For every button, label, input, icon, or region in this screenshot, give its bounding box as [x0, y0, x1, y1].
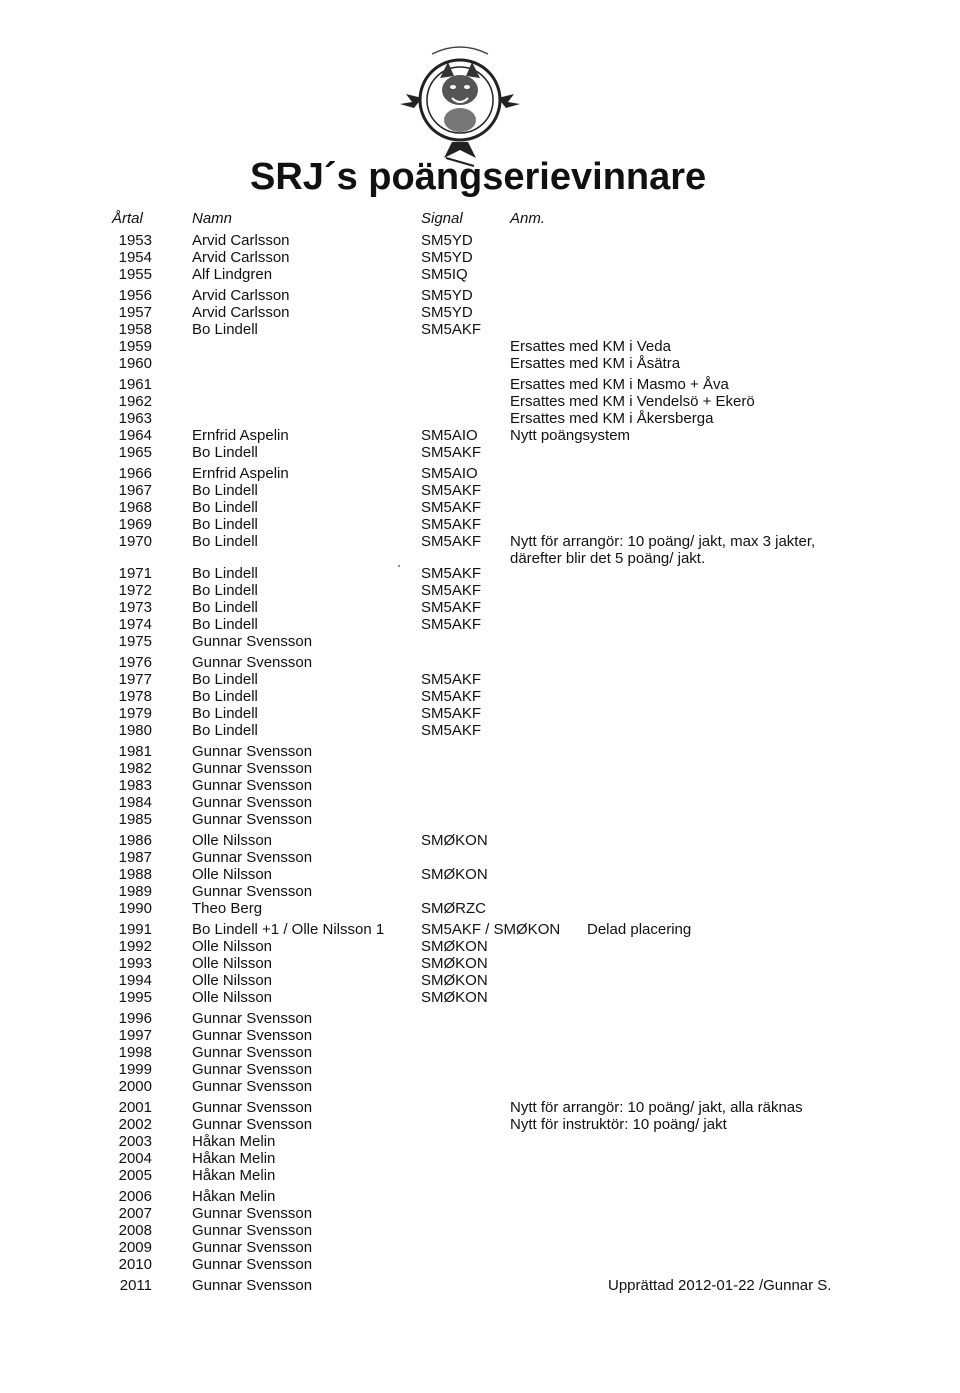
signal-cell: SMØKON	[421, 989, 488, 1006]
name-cell: Ernfrid Aspelin	[192, 427, 289, 444]
year-cell: 1999	[118, 1061, 152, 1078]
year-cell: 1971	[118, 565, 152, 582]
year-cell: 1982	[118, 760, 152, 777]
year-cell: 1956	[118, 287, 152, 304]
year-cell: 1973	[118, 599, 152, 616]
name-cell: Olle Nilsson	[192, 866, 273, 883]
year-cell: 1994	[118, 972, 152, 989]
year-cell: 1977	[118, 671, 152, 688]
year-cell: 1960	[118, 355, 152, 372]
name-cell: Bo Lindell	[192, 582, 258, 599]
year-cell: 1959	[118, 338, 152, 355]
signal-cell: SMØKON	[421, 832, 488, 849]
name-cell: Gunnar Svensson	[192, 1099, 313, 1116]
year-cell: 1980	[118, 722, 152, 739]
name-cell: Olle Nilsson	[192, 832, 273, 849]
note-cell: Ersattes med KM i Masmo + Åva	[510, 376, 729, 393]
year-cell: 1978	[118, 688, 152, 705]
signal-cell: SM5AKF	[421, 499, 482, 516]
year-cell: 1981	[118, 743, 152, 760]
year-cell: 1983	[118, 777, 152, 794]
year-cell: 2007	[118, 1205, 152, 1222]
name-cell: Bo Lindell	[192, 444, 258, 461]
year-cell: 1967	[118, 482, 152, 499]
year-cell: 1988	[118, 866, 152, 883]
year-cell: 1992	[118, 938, 152, 955]
year-cell: 2011	[119, 1277, 152, 1294]
note-cell: Nytt för arrangör: 10 poäng/ jakt, alla räknas	[510, 1099, 803, 1116]
signal-cell: SMØKON	[421, 972, 488, 989]
name-cell: Bo Lindell	[192, 705, 258, 722]
year-cell: 1962	[118, 393, 152, 410]
year-cell: 2004	[118, 1150, 152, 1167]
name-cell: Gunnar Svensson	[192, 1078, 313, 1095]
signal-cell: SM5YD	[421, 287, 473, 304]
name-cell: Gunnar Svensson	[192, 654, 313, 671]
signal-cell: SM5AKF	[421, 671, 482, 688]
name-cell: Bo Lindell	[192, 482, 258, 499]
signal-cell: SM5AKF	[421, 688, 482, 705]
year-cell: 1974	[118, 616, 152, 633]
signal-cell: SM5YD	[421, 249, 473, 266]
year-cell: 1987	[118, 849, 152, 866]
year-cell: 1995	[118, 989, 152, 1006]
name-cell: Håkan Melin	[192, 1188, 276, 1205]
name-cell: Gunnar Svensson	[192, 1205, 313, 1222]
note-cell: därefter blir det 5 poäng/ jakt.	[510, 550, 706, 567]
year-cell: 1979	[118, 705, 152, 722]
name-cell: Gunnar Svensson	[192, 1010, 313, 1027]
year-cell: 1965	[118, 444, 152, 461]
note-cell: Nytt poängsystem	[510, 427, 631, 444]
name-cell: Alf Lindgren	[192, 266, 273, 283]
year-cell: 2002	[118, 1116, 152, 1133]
name-cell: Olle Nilsson	[192, 972, 273, 989]
name-cell: Håkan Melin	[192, 1133, 276, 1150]
name-cell: Olle Nilsson	[192, 955, 273, 972]
name-cell: Gunnar Svensson	[192, 1239, 313, 1256]
header-note: Anm.	[510, 210, 546, 227]
name-cell: Bo Lindell	[192, 599, 258, 616]
signal-cell: SM5AKF	[421, 705, 482, 722]
name-cell: Arvid Carlsson	[192, 304, 290, 321]
name-cell: Bo Lindell +1 / Olle Nilsson 1	[192, 921, 385, 938]
name-cell: Olle Nilsson	[192, 938, 273, 955]
note-cell: Nytt för instruktör: 10 poäng/ jakt	[510, 1116, 727, 1133]
header-name: Namn	[192, 210, 233, 227]
signal-cell: SM5AKF	[421, 582, 482, 599]
note-cell: Ersattes med KM i Vendelsö + Ekerö	[510, 393, 755, 410]
year-cell: 1989	[118, 883, 152, 900]
signal-cell: SM5AIO	[421, 465, 478, 482]
header-year: Årtal	[112, 210, 143, 227]
name-cell: Bo Lindell	[192, 616, 258, 633]
name-cell: Ernfrid Aspelin	[192, 465, 289, 482]
year-cell: 2010	[118, 1256, 152, 1273]
signal-cell: SM5IQ	[421, 266, 468, 283]
signal-cell: SMØRZC	[421, 900, 486, 917]
year-cell: 2005	[118, 1167, 152, 1184]
year-cell: 1958	[118, 321, 152, 338]
name-cell: Håkan Melin	[192, 1150, 276, 1167]
footer-created: Upprättad 2012-01-22 /Gunnar S.	[608, 1277, 832, 1294]
year-cell: 1984	[118, 794, 152, 811]
signal-cell: SM5YD	[421, 232, 473, 249]
year-cell: 1969	[118, 516, 152, 533]
signal-cell: SM5AKF / SMØKON	[421, 921, 561, 938]
signal-cell: SMØKON	[421, 866, 488, 883]
name-cell: Bo Lindell	[192, 565, 258, 582]
signal-cell: SMØKON	[421, 955, 488, 972]
name-cell: Gunnar Svensson	[192, 1061, 313, 1078]
note-cell: Delad placering	[587, 921, 692, 938]
signal-cell: SM5AKF	[421, 516, 482, 533]
year-cell: 1998	[118, 1044, 152, 1061]
name-cell: Gunnar Svensson	[192, 794, 313, 811]
name-cell: Gunnar Svensson	[192, 777, 313, 794]
year-cell: 1968	[118, 499, 152, 516]
note-cell: Ersattes med KM i Åsätra	[510, 355, 681, 372]
year-cell: 1964	[118, 427, 152, 444]
name-cell: Bo Lindell	[192, 533, 258, 550]
signal-cell: SM5AKF	[421, 482, 482, 499]
signal-cell: SM5AKF	[421, 599, 482, 616]
year-cell: 1961	[118, 376, 152, 393]
name-cell: Olle Nilsson	[192, 989, 273, 1006]
year-cell: 2008	[118, 1222, 152, 1239]
year-cell: 1970	[118, 533, 152, 550]
year-cell: 2001	[118, 1099, 152, 1116]
name-cell: Gunnar Svensson	[192, 883, 313, 900]
note-cell: Ersattes med KM i Veda	[510, 338, 671, 355]
year-cell: 1985	[118, 811, 152, 828]
name-cell: Bo Lindell	[192, 516, 258, 533]
year-cell: 1955	[118, 266, 152, 283]
year-cell: 2009	[118, 1239, 152, 1256]
signal-cell: SM5AIO	[421, 427, 478, 444]
name-cell: Gunnar Svensson	[192, 1044, 313, 1061]
year-cell: 1966	[118, 465, 152, 482]
note-cell: Nytt för arrangör: 10 poäng/ jakt, max 3 jakter,	[510, 533, 816, 550]
name-cell: Bo Lindell	[192, 688, 258, 705]
name-cell: Gunnar Svensson	[192, 743, 313, 760]
name-cell: Bo Lindell	[192, 722, 258, 739]
name-cell: Gunnar Svensson	[192, 1116, 313, 1133]
year-cell: 1963	[118, 410, 152, 427]
year-cell: 1993	[118, 955, 152, 972]
signal-cell: SM5YD	[421, 304, 473, 321]
name-cell: Arvid Carlsson	[192, 287, 290, 304]
year-cell: 1976	[118, 654, 152, 671]
signal-cell: SM5AKF	[421, 616, 482, 633]
name-cell: Gunnar Svensson	[192, 849, 313, 866]
name-cell: Håkan Melin	[192, 1167, 276, 1184]
signal-cell: SM5AKF	[421, 444, 482, 461]
year-cell: 1972	[118, 582, 152, 599]
page-title: SRJ´s poängserievinnare	[250, 156, 707, 198]
year-cell: 2000	[118, 1078, 152, 1095]
signal-cell: SMØKON	[421, 938, 488, 955]
name-cell: Gunnar Svensson	[192, 811, 313, 828]
year-cell: 1957	[118, 304, 152, 321]
year-cell: 1954	[118, 249, 152, 266]
name-cell: Gunnar Svensson	[192, 1222, 313, 1239]
signal-cell: SM5AKF	[421, 321, 482, 338]
name-cell: Gunnar Svensson	[192, 1277, 313, 1294]
name-cell: Theo Berg	[192, 900, 263, 917]
year-cell: 1990	[118, 900, 152, 917]
signal-cell: SM5AKF	[421, 722, 482, 739]
name-cell: Bo Lindell	[192, 499, 258, 516]
name-cell: Arvid Carlsson	[192, 232, 290, 249]
name-cell: Bo Lindell	[192, 671, 258, 688]
name-cell: Gunnar Svensson	[192, 760, 313, 777]
name-cell: Gunnar Svensson	[192, 633, 313, 650]
year-cell: 2006	[118, 1188, 152, 1205]
name-cell: Arvid Carlsson	[192, 249, 290, 266]
header-signal: Signal	[421, 210, 463, 227]
year-cell: 1986	[118, 832, 152, 849]
year-cell: 1991	[118, 921, 152, 938]
signal-cell: SM5AKF	[421, 565, 482, 582]
year-cell: 1997	[118, 1027, 152, 1044]
name-cell: Gunnar Svensson	[192, 1027, 313, 1044]
year-cell: 1996	[118, 1010, 152, 1027]
note-cell: Ersattes med KM i Åkersberga	[510, 410, 714, 427]
name-cell: Bo Lindell	[192, 321, 258, 338]
name-cell: Gunnar Svensson	[192, 1256, 313, 1273]
scan-speck	[398, 565, 400, 567]
year-cell: 2003	[118, 1133, 152, 1150]
year-cell: 1975	[118, 633, 152, 650]
year-cell: 1953	[118, 232, 152, 249]
signal-cell: SM5AKF	[421, 533, 482, 550]
